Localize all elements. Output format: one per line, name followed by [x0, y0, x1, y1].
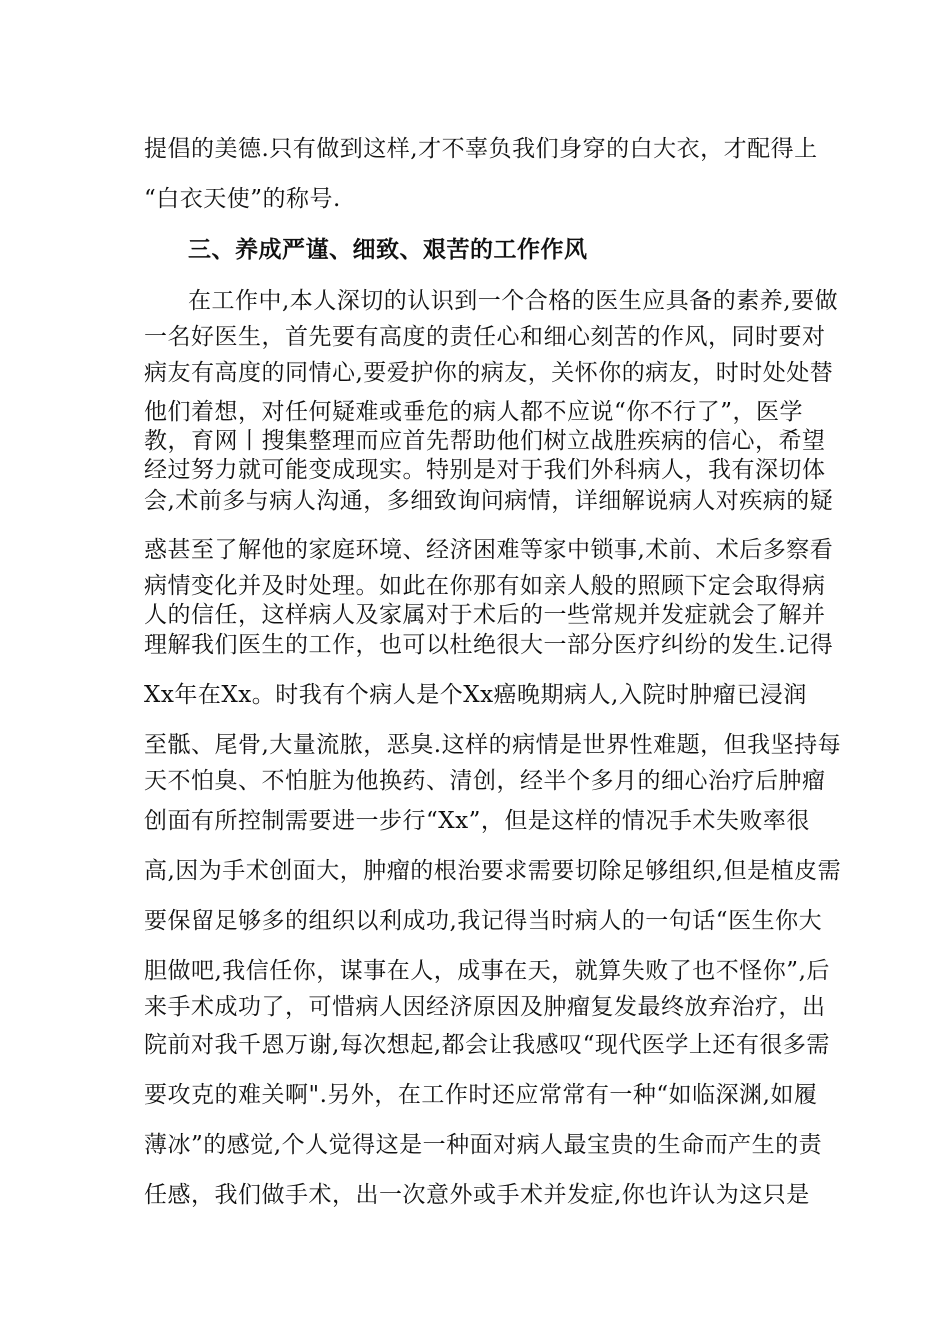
text-line-1: 提倡的美德.只有做到这样,才不辜负我们身穿的白大衣，才配得上	[144, 136, 818, 162]
text-line-26: 任感，我们做手术，出一次意外或手术并发症,你也许认为这只是	[144, 1182, 810, 1208]
text-line-21: 胆做吧,我信任你，谋事在人，成事在天，就算失败了也不怪你”,后	[144, 958, 830, 984]
text-line-6: 病友有高度的同情心,要爱护你的病友，关怀你的病友，时时处处替	[144, 360, 834, 386]
text-line-13: 人的信任，这样病人及家属对于术后的一些常规并发症就会了解并	[144, 602, 826, 628]
text-line-18: 创面有所控制需要进一步行“Xx”，但是这样的情况手术失败率很	[144, 808, 810, 834]
text-line-10: 会,术前多与病人沟通，多细致询问病情，详细解说病人对疾病的疑	[144, 488, 834, 514]
text-line-9: 经过努力就可能变成现实。特别是对于我们外科病人，我有深切体	[144, 457, 826, 483]
text-line-16: 至骶、尾骨,大量流脓，恶臭.这样的病情是世界性难题，但我坚持每	[144, 732, 842, 758]
text-line-14: 理解我们医生的工作，也可以杜绝很大一部分医疗纠纷的发生.记得	[144, 632, 834, 658]
text-line-12: 病情变化并及时处理。如此在你那有如亲人般的照顾下定会取得病	[144, 573, 826, 599]
paragraph-first-line: 在工作中,本人深切的认识到一个合格的医生应具备的素养,要做	[188, 288, 839, 314]
text-line-20: 要保留足够多的组织以利成功,我记得当时病人的一句话“医生你大	[144, 908, 823, 934]
text-line-19: 高,因为手术创面大，肿瘤的根治要求需要切除足够组织,但是植皮需	[144, 858, 842, 884]
text-line-22: 来手术成功了，可惜病人因经济原因及肿瘤复发最终放弃治疗，出	[144, 994, 826, 1020]
text-line-7: 他们着想，对任何疑难或垂危的病人都不应说“你不行了”，医学	[144, 399, 804, 425]
text-line-25: 薄冰”的感觉,个人觉得这是一种面对病人最宝贵的生命而产生的责	[144, 1132, 823, 1158]
text-line-2: “白衣天使”的称号.	[144, 186, 341, 212]
text-line-8: 教，育网丨搜集整理而应首先帮助他们树立战胜疾病的信心，希望	[144, 428, 826, 454]
text-line-15: Xx年在Xx。时我有个病人是个Xx癌晚期病人,入院时肿瘤已浸润	[144, 682, 807, 708]
text-line-24: 要攻克的难关啊".另外，在工作时还应常常有一种“如临深渊,如履	[144, 1082, 818, 1108]
text-line-11: 惑甚至了解他的家庭环境、经济困难等家中锁事,术前、术后多察看	[144, 537, 834, 563]
text-line-23: 院前对我千恩万谢,每次想起,都会让我感叹“现代医学上还有很多需	[144, 1032, 830, 1058]
text-line-5: 一名好医生，首先要有高度的责任心和细心刻苦的作风，同时要对	[144, 324, 826, 350]
text-line-17: 天不怕臭、不怕脏为他换药、清创，经半个多月的细心治疗后肿瘤	[144, 768, 826, 794]
section-heading: 三、养成严谨、细致、艰苦的工作作风	[188, 236, 588, 263]
